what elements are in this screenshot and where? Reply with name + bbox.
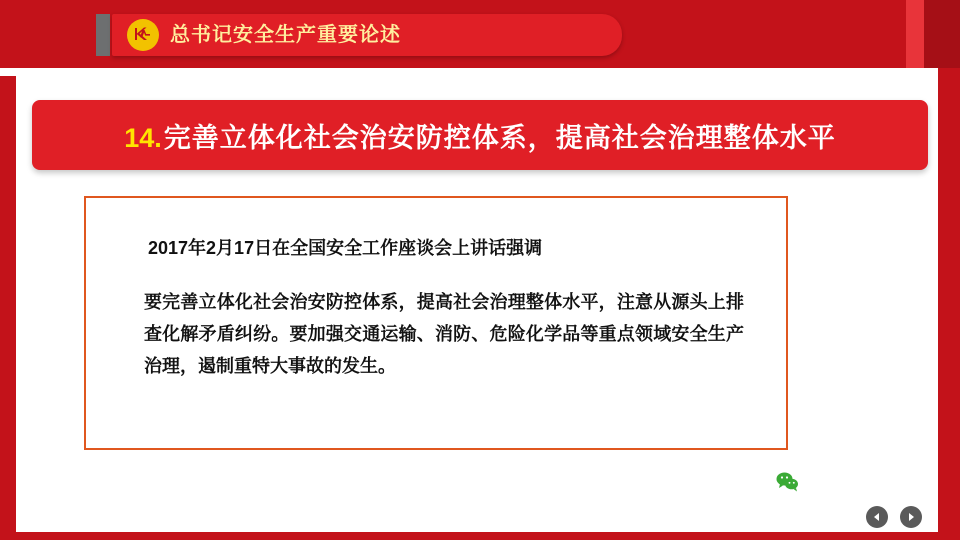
right-red-rail	[938, 68, 960, 540]
footer-account-name: 每日安全生产	[810, 473, 924, 493]
headline-inner	[124, 116, 836, 155]
header-accent-block-light	[906, 0, 924, 68]
quote-date-line: 2017年2月17日在全国安全工作座谈会上讲话强调	[148, 238, 543, 258]
header-accent-block-dark	[924, 0, 960, 68]
prev-slide-button[interactable]	[866, 506, 888, 528]
quote-box	[84, 196, 788, 450]
headline-number: 14.	[124, 122, 162, 153]
footer-account	[772, 466, 924, 496]
chevron-right-icon	[905, 511, 917, 523]
wechat-icon	[772, 466, 802, 496]
headline-text: 完善立体化社会治安防控体系，提高社会治理整体水平	[163, 122, 836, 153]
left-red-rail	[0, 76, 16, 540]
party-emblem-icon	[126, 18, 160, 52]
header-title-plate	[112, 14, 622, 56]
next-slide-button[interactable]	[900, 506, 922, 528]
chevron-left-icon	[871, 511, 883, 523]
quote-body-text: 要完善立体化社会治安防控体系，提高社会治理整体水平，注意从源头上排查化解矛盾纠纷。要加强交通运输、消防、危险化学品等重点领域安全生产治理，遏制重特大事故的发生。	[144, 292, 744, 376]
headline-banner	[32, 100, 928, 170]
slide-navigation	[866, 506, 922, 528]
bottom-red-rail	[0, 532, 960, 540]
header-title-tab	[96, 14, 110, 56]
header-title-text: 总书记安全生产重要论述	[170, 24, 401, 46]
header-divider	[0, 68, 960, 76]
